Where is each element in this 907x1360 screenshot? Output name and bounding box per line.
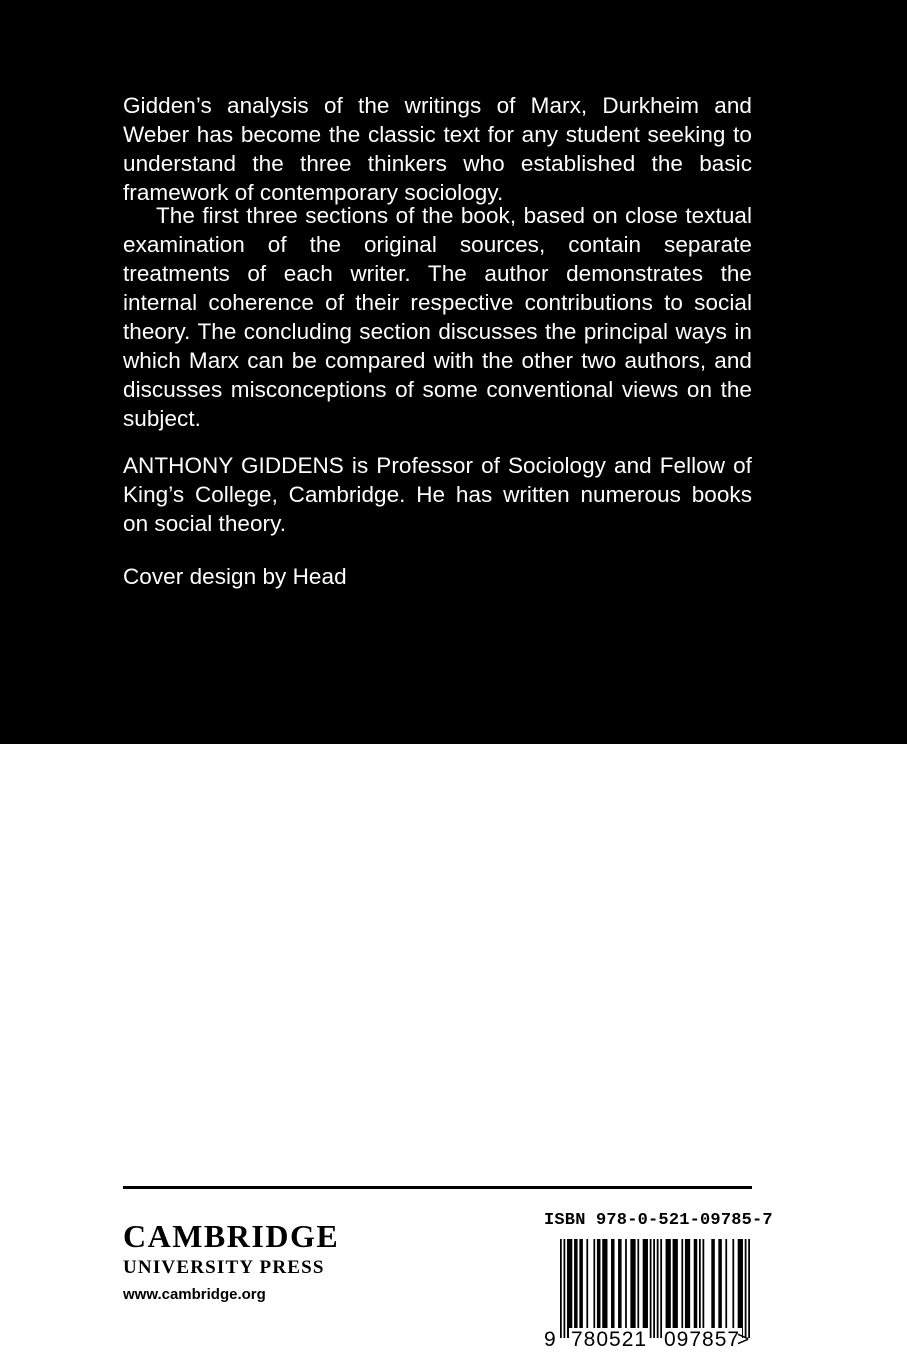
barcode-bar <box>738 1239 743 1338</box>
barcode-bar <box>681 1239 683 1338</box>
barcode-bar <box>597 1239 601 1338</box>
publisher-url: www.cambridge.org <box>123 1286 266 1303</box>
description-paragraph-1: Gidden’s analysis of the writings of Marx, Durkheim and Weber has become the classic text for any student seeking to understand the three thinkers who established the basic framework of contemporary sociology. <box>123 93 752 205</box>
barcode-bar <box>618 1239 622 1338</box>
divider-rule <box>123 1186 752 1189</box>
barcode-arrow: > <box>737 1328 750 1351</box>
barcode-bar <box>650 1239 652 1338</box>
barcode-bar <box>703 1239 705 1338</box>
barcode-bar <box>745 1239 747 1338</box>
barcode-bar <box>637 1239 639 1338</box>
barcode-lead-digit: 9 <box>544 1328 556 1351</box>
barcode-bar <box>653 1239 655 1338</box>
author-bio: ANTHONY GIDDENS is Professor of Sociology and Fellow of King’s College, Cambridge. He has written numerous books on social theory. <box>123 453 752 536</box>
barcode-bar <box>625 1239 627 1338</box>
barcode-bar <box>694 1239 698 1338</box>
publisher-name: CAMBRIDGE <box>123 1218 340 1254</box>
publisher-subtitle: UNIVERSITY PRESS <box>123 1257 325 1278</box>
barcode-bar <box>685 1239 690 1338</box>
barcode-bar <box>660 1239 662 1338</box>
publisher-logo <box>123 1218 339 1305</box>
barcode-bar <box>711 1239 715 1338</box>
description-paragraph-2: The first three sections of the book, based on close textual examination of the original sources, contain separate treatments of each writer. The author demonstrates the internal coherence of their respective contributions to social theory. The concluding section discusses the principal ways in which Marx can be compared with the other two authors, and discusses misconceptions of some conventional views on the subject. <box>123 203 752 431</box>
barcode-bar <box>718 1239 722 1338</box>
barcode-bar <box>666 1239 671 1338</box>
barcode-digit-group-2: 097857 <box>664 1328 741 1351</box>
barcode-bar <box>748 1239 750 1338</box>
barcode-bar <box>657 1239 659 1338</box>
barcode-bar <box>579 1239 583 1338</box>
barcode-bar <box>630 1239 635 1338</box>
cover-credit: Cover design by Head <box>123 564 347 589</box>
barcode-bar <box>725 1239 727 1338</box>
barcode-bar <box>586 1239 588 1338</box>
isbn-label: ISBN 978-0-521-09785-7 <box>544 1211 773 1230</box>
barcode-bar <box>574 1239 578 1338</box>
barcode-bar <box>673 1239 678 1338</box>
barcode-bar <box>564 1239 566 1338</box>
barcode-bar <box>560 1239 562 1338</box>
barcode-bar <box>567 1239 572 1338</box>
barcode-bar <box>699 1239 701 1338</box>
barcode-image <box>560 1239 750 1338</box>
barcode-bar <box>643 1239 648 1338</box>
barcode-bar <box>611 1239 615 1338</box>
barcode-bar <box>732 1239 734 1338</box>
barcode-bar <box>602 1239 607 1338</box>
barcode-bar <box>593 1239 595 1338</box>
barcode-digit-group-1: 780521 <box>571 1328 648 1351</box>
